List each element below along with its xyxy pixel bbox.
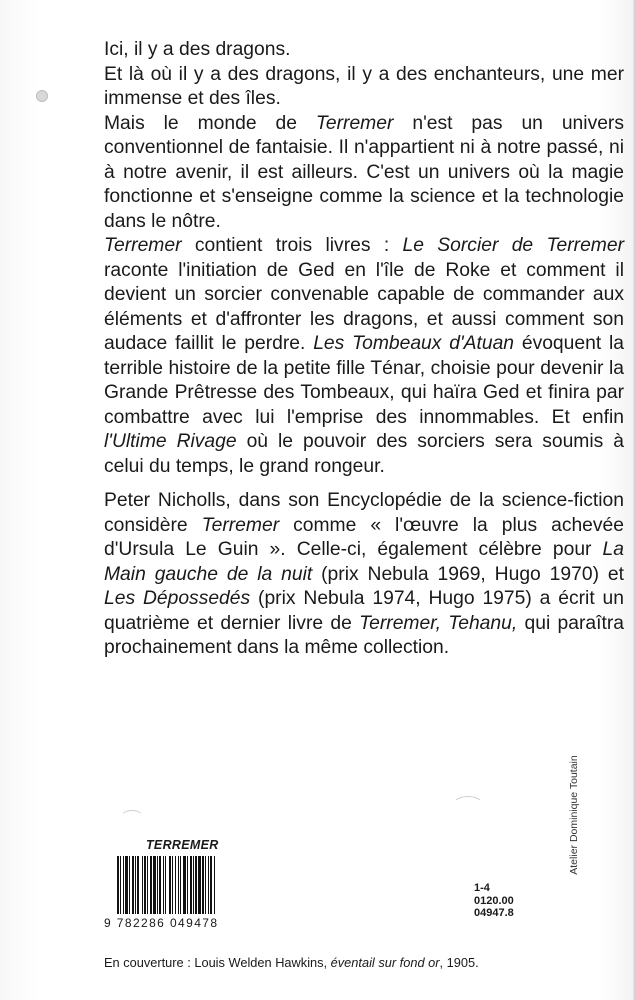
paragraph: Et là où il y a des dragons, il y a des enchanteurs, une mer immense et des îles.	[104, 63, 624, 109]
cover-mark	[36, 90, 48, 102]
code-line: 1-4	[474, 882, 490, 894]
price-codes	[474, 882, 514, 920]
paragraph: Ici, il y a des dragons.	[104, 39, 291, 60]
pencil-mark	[120, 810, 144, 826]
barcode-digits: 9 782286 049478	[104, 916, 219, 930]
barcode-bar	[215, 856, 216, 914]
paragraph: Peter Nicholls, dans son Encyclopédie de la science-fiction considère Terremer comme « l'œuvre la plus achevée d'Ursula Le Guin ». Celle-ci, également célèbre pour La Main gauche de la nuit (prix Nebula 1969, Hugo 1970) et Les Dépossedés (prix Nebula 1974, Hugo 1975) a écrit un quatrième et dernier livre de Terremer, Tehanu, qui paraîtra prochainement dans la même collection.	[104, 490, 624, 658]
pencil-mark	[452, 796, 484, 816]
barcode	[117, 856, 252, 914]
design-credit	[566, 720, 582, 910]
cover-credit: En couverture : Louis Welden Hawkins, éventail sur fond or, 1905.	[104, 955, 479, 970]
code-line: 04947.8	[474, 907, 514, 919]
blurb-text	[104, 38, 624, 661]
design-credit-text: Atelier Dominique Toutain	[568, 755, 580, 875]
code-line: 0120.00	[474, 894, 514, 907]
paragraph: Terremer contient trois livres : Le Sorcier de Terremer raconte l'initiation de Ged en l'île de Roke et comment il devient un sorcier convenable capable de commander aux éléments et d'affronter les dragons, et aussi comment son audace faillit le perdre. Les Tombeaux d'Atuan évoquent la terrible histoire de la petite fille Ténar, choisie pour devenir la Grande Prêtresse des Tombeaux, qui haïra Ged et finira par combattre avec lui l'emprise des innommables. Et enfin l'Ultime Rivage où le pouvoir des sorciers sera soumis à celui du temps, le grand rongeur.	[104, 235, 625, 477]
series-label: TERREMER	[146, 838, 219, 852]
paragraph: Mais le monde de Terremer n'est pas un univers conventionnel de fantaisie. Il n'appartient ni à notre passé, ni à notre avenir, il est ailleurs. C'est un univers où la magie fonctionne et s'enseigne comme la science et la technologie dans le nôtre.	[104, 112, 624, 232]
